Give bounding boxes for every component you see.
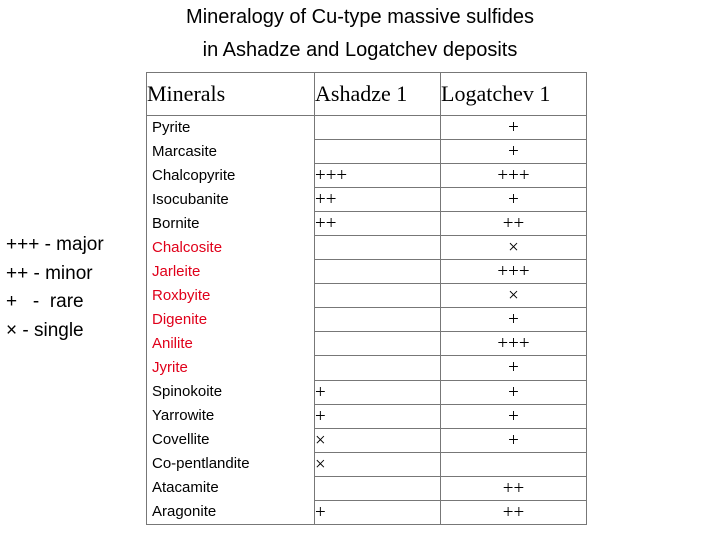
mineral-name: Jarleite xyxy=(152,263,201,280)
legend-single: × - single xyxy=(6,319,84,341)
mineral-name: Isocubanite xyxy=(152,191,229,208)
logatchev-abundance: + xyxy=(441,404,587,428)
mineral-name: Jyrite xyxy=(152,359,188,376)
legend-rare: + - rare xyxy=(6,291,84,312)
header-logatchev: Logatchev 1 xyxy=(441,73,587,116)
mineral-name: Atacamite xyxy=(152,479,219,496)
mineral-name: Yarrowite xyxy=(152,407,215,424)
legend-minor: ++ - minor xyxy=(6,262,93,284)
logatchev-abundance xyxy=(441,452,587,476)
ashadze-abundance: ++ xyxy=(315,212,441,236)
ashadze-abundance xyxy=(315,308,441,332)
ashadze-abundance xyxy=(315,476,441,500)
ashadze-abundance: × xyxy=(315,452,441,476)
mineral-name: Chalcosite xyxy=(152,239,223,256)
ashadze-abundance: × xyxy=(315,428,441,452)
header-minerals: Minerals xyxy=(147,73,315,116)
logatchev-abundance: × xyxy=(441,284,587,308)
mineral-name: Roxbyite xyxy=(152,287,211,304)
mineral-name: Bornite xyxy=(152,215,200,232)
legend-major: +++ - major xyxy=(6,234,104,255)
ashadze-abundance xyxy=(315,284,441,308)
logatchev-abundance: + xyxy=(441,308,587,332)
minerals-column xyxy=(147,116,315,525)
mineral-name: Aragonite xyxy=(152,503,217,520)
mineral-name: Digenite xyxy=(152,311,208,328)
mineralogy-table xyxy=(146,72,587,525)
page-title-line-2: in Ashadze and Logatchev deposits xyxy=(202,39,518,61)
ashadze-abundance: + xyxy=(315,500,441,524)
table-row xyxy=(147,116,587,140)
page-title-line-1: Mineralogy of Cu-type massive sulfides xyxy=(186,6,534,28)
logatchev-abundance: + xyxy=(441,428,587,452)
mineral-name: Marcasite xyxy=(152,143,218,160)
logatchev-abundance: + xyxy=(441,116,587,140)
ashadze-abundance xyxy=(315,356,441,380)
mineral-name: Anilite xyxy=(152,335,193,352)
logatchev-abundance: × xyxy=(441,236,587,260)
ashadze-abundance xyxy=(315,140,441,164)
mineral-name: Spinokoite xyxy=(152,383,223,400)
mineral-name: Covellite xyxy=(152,431,210,448)
mineral-name: Pyrite xyxy=(152,119,191,136)
legend xyxy=(6,231,104,345)
logatchev-abundance: +++ xyxy=(441,332,587,356)
ashadze-abundance: ++ xyxy=(315,188,441,212)
ashadze-abundance xyxy=(315,260,441,284)
logatchev-abundance: + xyxy=(441,356,587,380)
logatchev-abundance: ++ xyxy=(441,500,587,524)
logatchev-abundance: + xyxy=(441,188,587,212)
mineral-name: Co-pentlandite xyxy=(152,455,250,472)
logatchev-abundance: ++ xyxy=(441,212,587,236)
ashadze-abundance: + xyxy=(315,404,441,428)
ashadze-abundance: +++ xyxy=(315,164,441,188)
logatchev-abundance: ++ xyxy=(441,476,587,500)
logatchev-abundance: + xyxy=(441,140,587,164)
mineral-name: Chalcopyrite xyxy=(152,167,236,184)
logatchev-abundance: + xyxy=(441,380,587,404)
ashadze-abundance xyxy=(315,332,441,356)
header-ashadze: Ashadze 1 xyxy=(315,73,441,116)
logatchev-abundance: +++ xyxy=(441,164,587,188)
ashadze-abundance xyxy=(315,236,441,260)
ashadze-abundance: + xyxy=(315,380,441,404)
ashadze-abundance xyxy=(315,116,441,140)
logatchev-abundance: +++ xyxy=(441,260,587,284)
table-header-row xyxy=(147,73,587,116)
